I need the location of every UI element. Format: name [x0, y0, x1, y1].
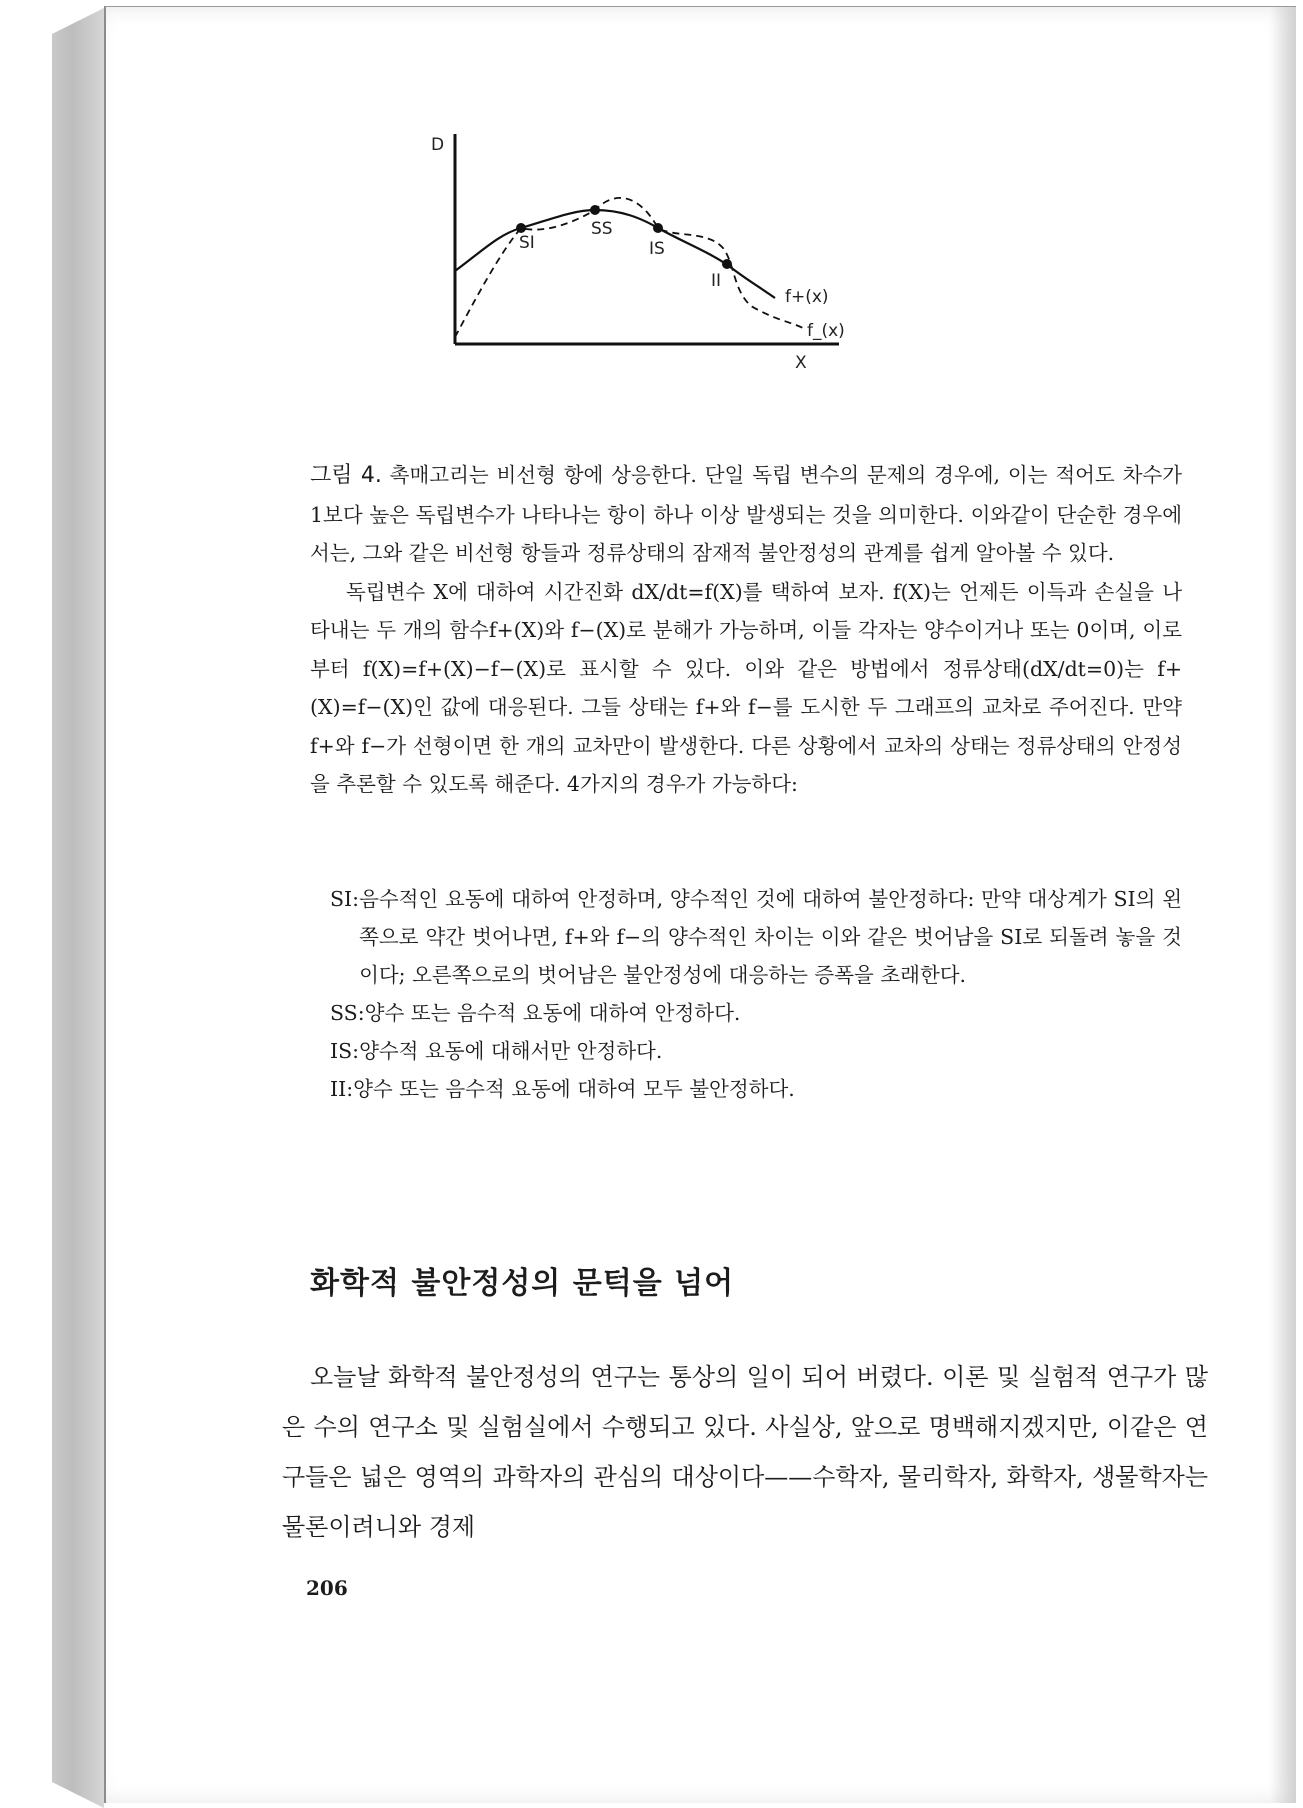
case-item — [330, 1032, 1182, 1070]
page-edge-shadow — [1270, 7, 1296, 1803]
page-number: 206 — [306, 1576, 348, 1600]
stability-cases-list — [330, 880, 1182, 1108]
point-is — [653, 223, 663, 233]
figure-4-graph — [431, 130, 875, 380]
case-item — [330, 880, 1182, 994]
case-text: 양수 또는 음수적 요동에 대하여 안정하다. — [364, 1001, 741, 1025]
case-label: SS: — [330, 1001, 365, 1025]
point-ii — [722, 259, 732, 269]
point-si-label: SI — [519, 233, 535, 253]
case-label: II: — [330, 1077, 354, 1101]
caption-paragraph-1 — [310, 456, 1182, 573]
point-ss-label: SS — [591, 219, 613, 239]
curve-f-minus-label: f_(x) — [807, 321, 845, 341]
case-label: SI: — [330, 887, 360, 911]
book-spine — [52, 8, 104, 1808]
case-text: 양수적 요동에 대해서만 안정하다. — [359, 1039, 663, 1063]
case-text: 음수적인 요동에 대하여 안정하며, 양수적인 것에 대하여 불안정하다: 만약 대상계가 SI의 왼쪽으로 약간 벗어나면, f+와 f−의 양수적인 차이는 이와 같은 벗어남을 SI로 되돌려 놓을 것이다; 오른쪽으로의 벗어남은 불안정성에 대응하는 증폭을 초래한다. — [359, 887, 1182, 987]
body-text — [282, 1352, 1208, 1552]
figure-label: 그림 4. — [310, 463, 382, 488]
y-axis-label: D — [431, 135, 445, 155]
case-item — [330, 994, 1182, 1032]
curve-f-minus — [455, 198, 803, 337]
curve-f-plus-label: f+(x) — [785, 287, 829, 307]
x-axis-label: X — [795, 353, 807, 373]
caption-paragraph-2: 독립변수 X에 대하여 시간진화 dX/dt=f(X)를 택하여 보자. f(X)는 언제든 이득과 손실을 나타내는 두 개의 함수f+(X)와 f−(X)로 분해가 가능하며, 이들 각자는 양수이거나 또는 0이며, 이로부터 f(X)=f+(X)−f−(X)로 표시할 수 있다. 이와 같은 방법에서 정류상태(dX/dt=0)는 f+(X)=f−(X)인 값에 대응된다. 그들 상태는 f+와 f−를 도시한 두 그래프의 교차로 주어진다. 만약 f+와 f−가 선형이면 한 개의 교차만이 발생한다. 다른 상황에서 교차의 상태는 정류상태의 안정성을 추론할 수 있도록 해준다. 4가지의 경우가 가능하다: — [310, 579, 1182, 796]
section-title: 화학적 불안정성의 문턱을 넘어 — [310, 1266, 735, 1301]
point-ss — [590, 205, 600, 215]
case-label: IS: — [330, 1039, 360, 1063]
case-text: 양수 또는 음수적 요동에 대하여 모두 불안정하다. — [353, 1077, 795, 1101]
point-ii-label: II — [711, 271, 722, 291]
point-is-label: IS — [649, 239, 665, 259]
body-paragraph: 오늘날 화학적 불안정성의 연구는 통상의 일이 되어 버렸다. 이론 및 실험적 연구가 많은 수의 연구소 및 실험실에서 수행되고 있다. 사실상, 앞으로 명백해지겠지만, 이같은 연구들은 넓은 영역의 과학자의 관심의 대상이다——수학자, 물리학자, 화학자, 생물학자는 물론이려니와 경제 — [282, 1363, 1208, 1541]
case-item — [330, 1070, 1182, 1108]
caption-text-1: 촉매고리는 비선형 항에 상응한다. 단일 독립 변수의 문제의 경우에, 이는 적어도 차수가 1보다 높은 독립변수가 나타나는 항이 하나 이상 발생되는 것을 의미한다. 이와같이 단순한 경우에서는, 그와 같은 비선형 항들과 정류상태의 잠재적 불안정성의 관계를 쉽게 알아볼 수 있다. — [310, 463, 1182, 565]
point-si — [516, 223, 526, 233]
figure-caption — [310, 456, 1182, 804]
